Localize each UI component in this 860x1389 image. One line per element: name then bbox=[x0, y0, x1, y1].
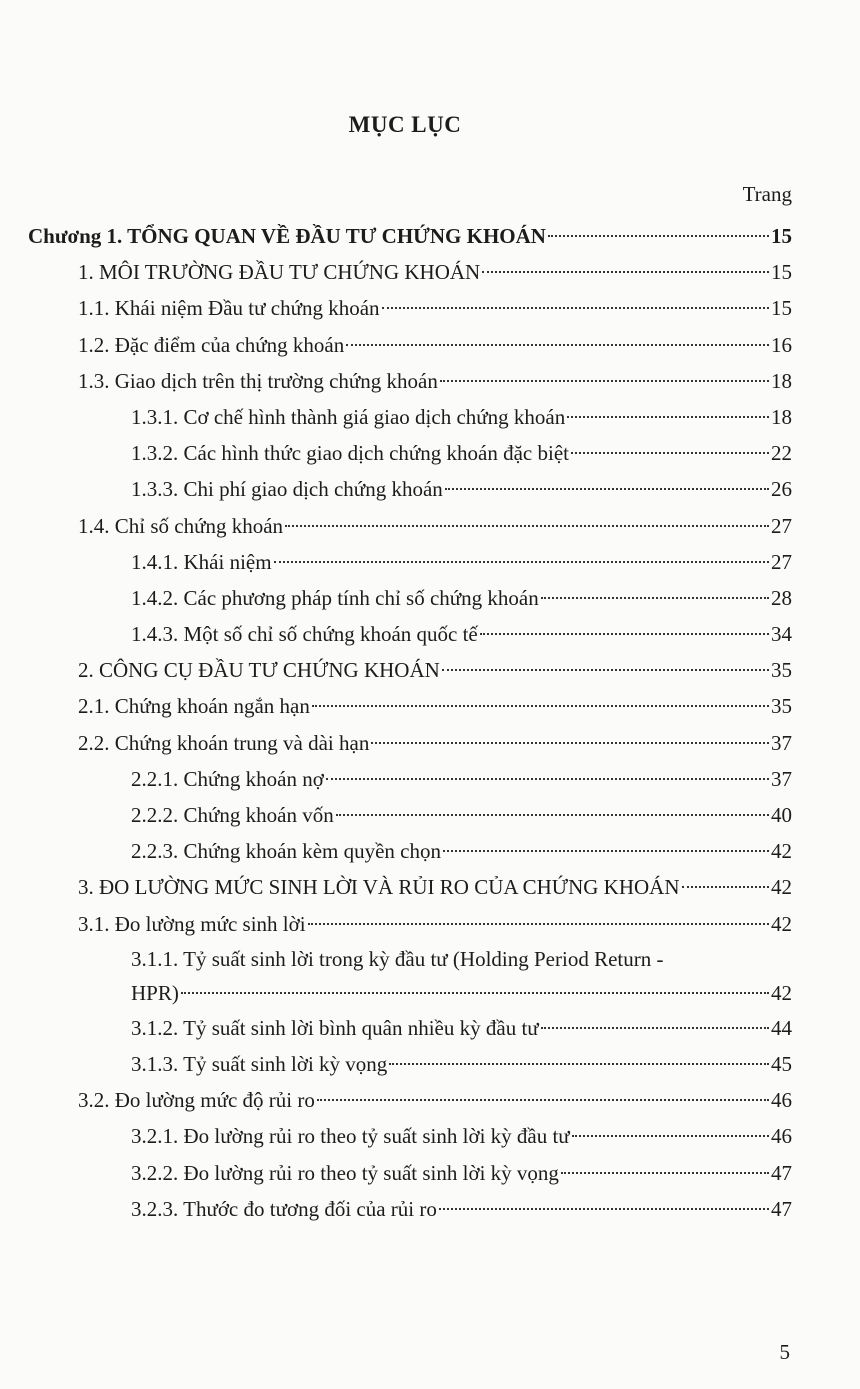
toc-entry-page: 40 bbox=[771, 803, 792, 827]
dot-leader bbox=[571, 452, 769, 454]
toc-entry bbox=[28, 833, 792, 869]
page-title: MỤC LỤC bbox=[348, 112, 462, 137]
toc-entry bbox=[28, 1082, 792, 1118]
toc-entry-page: 47 bbox=[771, 1160, 792, 1185]
dot-leader bbox=[440, 380, 769, 382]
toc-entry-label: 1.3.3. Chi phí giao dịch chứng khoán bbox=[131, 477, 443, 502]
toc-entry bbox=[28, 580, 792, 616]
toc-entry-page: 27 bbox=[771, 513, 792, 538]
dot-leader bbox=[317, 1099, 769, 1101]
toc-entry-label: 3.2.1. Đo lường rủi ro theo tỷ suất sinh lời kỳ đầu tư bbox=[131, 1124, 570, 1149]
toc-entry-page: 44 bbox=[771, 1015, 792, 1040]
dot-leader bbox=[442, 669, 769, 671]
toc-entry bbox=[28, 290, 792, 326]
toc-entry-page: 42 bbox=[771, 875, 792, 900]
toc-entry-label: 1.2. Đặc điểm của chứng khoán bbox=[78, 332, 345, 357]
toc-entry bbox=[28, 544, 792, 580]
dot-leader bbox=[285, 525, 769, 527]
toc-entry-label: 2.2.1. Chứng khoán nợ bbox=[131, 766, 324, 791]
toc-entry-label: 3.1.1. Tỷ suất sinh lời trong kỳ đầu tư (Holding Period Return - bbox=[131, 946, 664, 971]
toc-entry-page: 37 bbox=[771, 766, 792, 791]
toc-entry bbox=[28, 1010, 792, 1046]
footer-page-number: 5 bbox=[779, 1340, 790, 1364]
toc-entry bbox=[28, 616, 792, 652]
toc-entry-label: 2. CÔNG CỤ ĐẦU TƯ CHỨNG KHOÁN bbox=[78, 658, 440, 683]
toc-entry-label: 2.2.2. Chứng khoán vốn bbox=[131, 803, 334, 827]
toc-entry-label: 3.1. Đo lường mức sinh lời bbox=[78, 911, 306, 936]
dot-leader bbox=[326, 778, 769, 780]
toc-entry bbox=[28, 363, 792, 399]
toc-entry bbox=[28, 725, 792, 761]
toc-entry bbox=[28, 1046, 792, 1082]
dot-leader bbox=[371, 742, 769, 744]
toc-entry-label: 1.3. Giao dịch trên thị trường chứng khoán bbox=[78, 368, 438, 393]
dot-leader bbox=[541, 1027, 769, 1029]
toc-entry-page: 35 bbox=[771, 694, 792, 719]
toc-entry bbox=[28, 1191, 792, 1227]
toc-entry-label: 1.4.3. Một số chỉ số chứng khoán quốc tế bbox=[131, 622, 478, 647]
toc-entry-page: 18 bbox=[771, 404, 792, 429]
toc-entry-page: 27 bbox=[771, 549, 792, 574]
toc-entry-label: 3.2.2. Đo lường rủi ro theo tỷ suất sinh lời kỳ vọng bbox=[131, 1160, 559, 1185]
toc-entry-label: 3.1.2. Tỷ suất sinh lời bình quân nhiều kỳ đầu tư bbox=[131, 1015, 539, 1040]
toc-entry-page: 15 bbox=[771, 260, 792, 285]
toc-entry-label: 1.1. Khái niệm Đầu tư chứng khoán bbox=[78, 296, 380, 321]
dot-leader bbox=[682, 886, 769, 888]
toc-entry-page: 15 bbox=[771, 296, 792, 321]
toc-entry-page: 45 bbox=[771, 1051, 792, 1076]
toc-entry-label: 1.3.2. Các hình thức giao dịch chứng khoán đặc biệt bbox=[131, 441, 569, 466]
dot-leader bbox=[336, 814, 769, 816]
toc-entry-label: 2.1. Chứng khoán ngắn hạn bbox=[78, 694, 310, 719]
toc-entry bbox=[28, 688, 792, 724]
toc-entry-label-continued: HPR) bbox=[131, 980, 179, 1005]
toc-entry-page: 34 bbox=[771, 622, 792, 647]
toc-entry bbox=[28, 254, 792, 290]
toc-entry-page: 22 bbox=[771, 441, 792, 466]
dot-leader bbox=[572, 1135, 769, 1137]
dot-leader bbox=[181, 992, 769, 994]
toc-entry-label: 3.2.3. Thước đo tương đối của rủi ro bbox=[131, 1196, 437, 1221]
dot-leader bbox=[346, 344, 769, 346]
toc-entry-label: 1.4.2. Các phương pháp tính chỉ số chứng khoán bbox=[131, 585, 539, 610]
toc-entry-label: Chương 1. TỔNG QUAN VỀ ĐẦU TƯ CHỨNG KHOÁN bbox=[28, 224, 546, 248]
toc-entry bbox=[28, 471, 792, 507]
dot-leader bbox=[312, 705, 769, 707]
toc-entry bbox=[28, 508, 792, 544]
toc-entry-label: 2.2.3. Chứng khoán kèm quyền chọn bbox=[131, 839, 442, 864]
toc-entry-page: 46 bbox=[771, 1124, 792, 1149]
dot-leader bbox=[382, 307, 769, 309]
toc-entry bbox=[28, 327, 792, 363]
dot-leader bbox=[389, 1063, 769, 1065]
table-of-contents bbox=[28, 218, 792, 1227]
toc-entry bbox=[28, 906, 792, 942]
dot-leader bbox=[308, 923, 769, 925]
toc-entry bbox=[28, 1118, 792, 1154]
toc-entry-label: 3. ĐO LƯỜNG MỨC SINH LỜI VÀ RỦI RO CỦA CHỨNG KHOÁN bbox=[78, 875, 680, 900]
toc-entry-page: 35 bbox=[771, 658, 792, 683]
dot-leader bbox=[480, 633, 769, 635]
toc-entry-label: 1.4.1. Khái niệm bbox=[131, 549, 272, 574]
toc-entry bbox=[28, 797, 792, 833]
dot-leader bbox=[443, 850, 769, 852]
toc-entry-page: 26 bbox=[771, 477, 792, 502]
toc-entry-page: 42 bbox=[771, 980, 792, 1005]
toc-entry bbox=[28, 218, 792, 254]
toc-entry-page: 28 bbox=[771, 585, 792, 610]
page-column-label: Trang bbox=[742, 182, 792, 206]
dot-leader bbox=[561, 1172, 769, 1174]
toc-entry bbox=[28, 435, 792, 471]
toc-entry-page: 37 bbox=[771, 730, 792, 755]
toc-entry bbox=[28, 1155, 792, 1191]
toc-entry-page: 42 bbox=[771, 911, 792, 936]
toc-entry bbox=[28, 652, 792, 688]
toc-entry bbox=[28, 399, 792, 435]
toc-entry-label: 1.3.1. Cơ chế hình thành giá giao dịch chứng khoán bbox=[131, 404, 566, 429]
toc-entry-label: 2.2. Chứng khoán trung và dài hạn bbox=[78, 730, 370, 755]
dot-leader bbox=[548, 235, 769, 237]
toc-entry-page: 16 bbox=[771, 332, 792, 357]
dot-leader bbox=[274, 561, 769, 563]
toc-entry bbox=[28, 869, 792, 905]
dot-leader bbox=[439, 1208, 769, 1210]
toc-entry-page: 47 bbox=[771, 1196, 792, 1221]
toc-entry bbox=[28, 942, 792, 1010]
toc-entry-page: 42 bbox=[771, 839, 792, 864]
toc-entry-page: 18 bbox=[771, 368, 792, 393]
dot-leader bbox=[567, 416, 769, 418]
toc-entry-label: 3.2. Đo lường mức độ rủi ro bbox=[78, 1088, 315, 1113]
toc-entry-label: 1.4. Chỉ số chứng khoán bbox=[78, 513, 284, 538]
toc-entry-label: 1. MÔI TRƯỜNG ĐẦU TƯ CHỨNG KHOÁN bbox=[78, 260, 481, 285]
toc-entry bbox=[28, 761, 792, 797]
toc-entry-page: 15 bbox=[771, 224, 792, 248]
toc-entry-page: 46 bbox=[771, 1088, 792, 1113]
dot-leader bbox=[482, 271, 769, 273]
dot-leader bbox=[445, 488, 769, 490]
toc-entry-label: 3.1.3. Tỷ suất sinh lời kỳ vọng bbox=[131, 1051, 388, 1076]
dot-leader bbox=[541, 597, 769, 599]
